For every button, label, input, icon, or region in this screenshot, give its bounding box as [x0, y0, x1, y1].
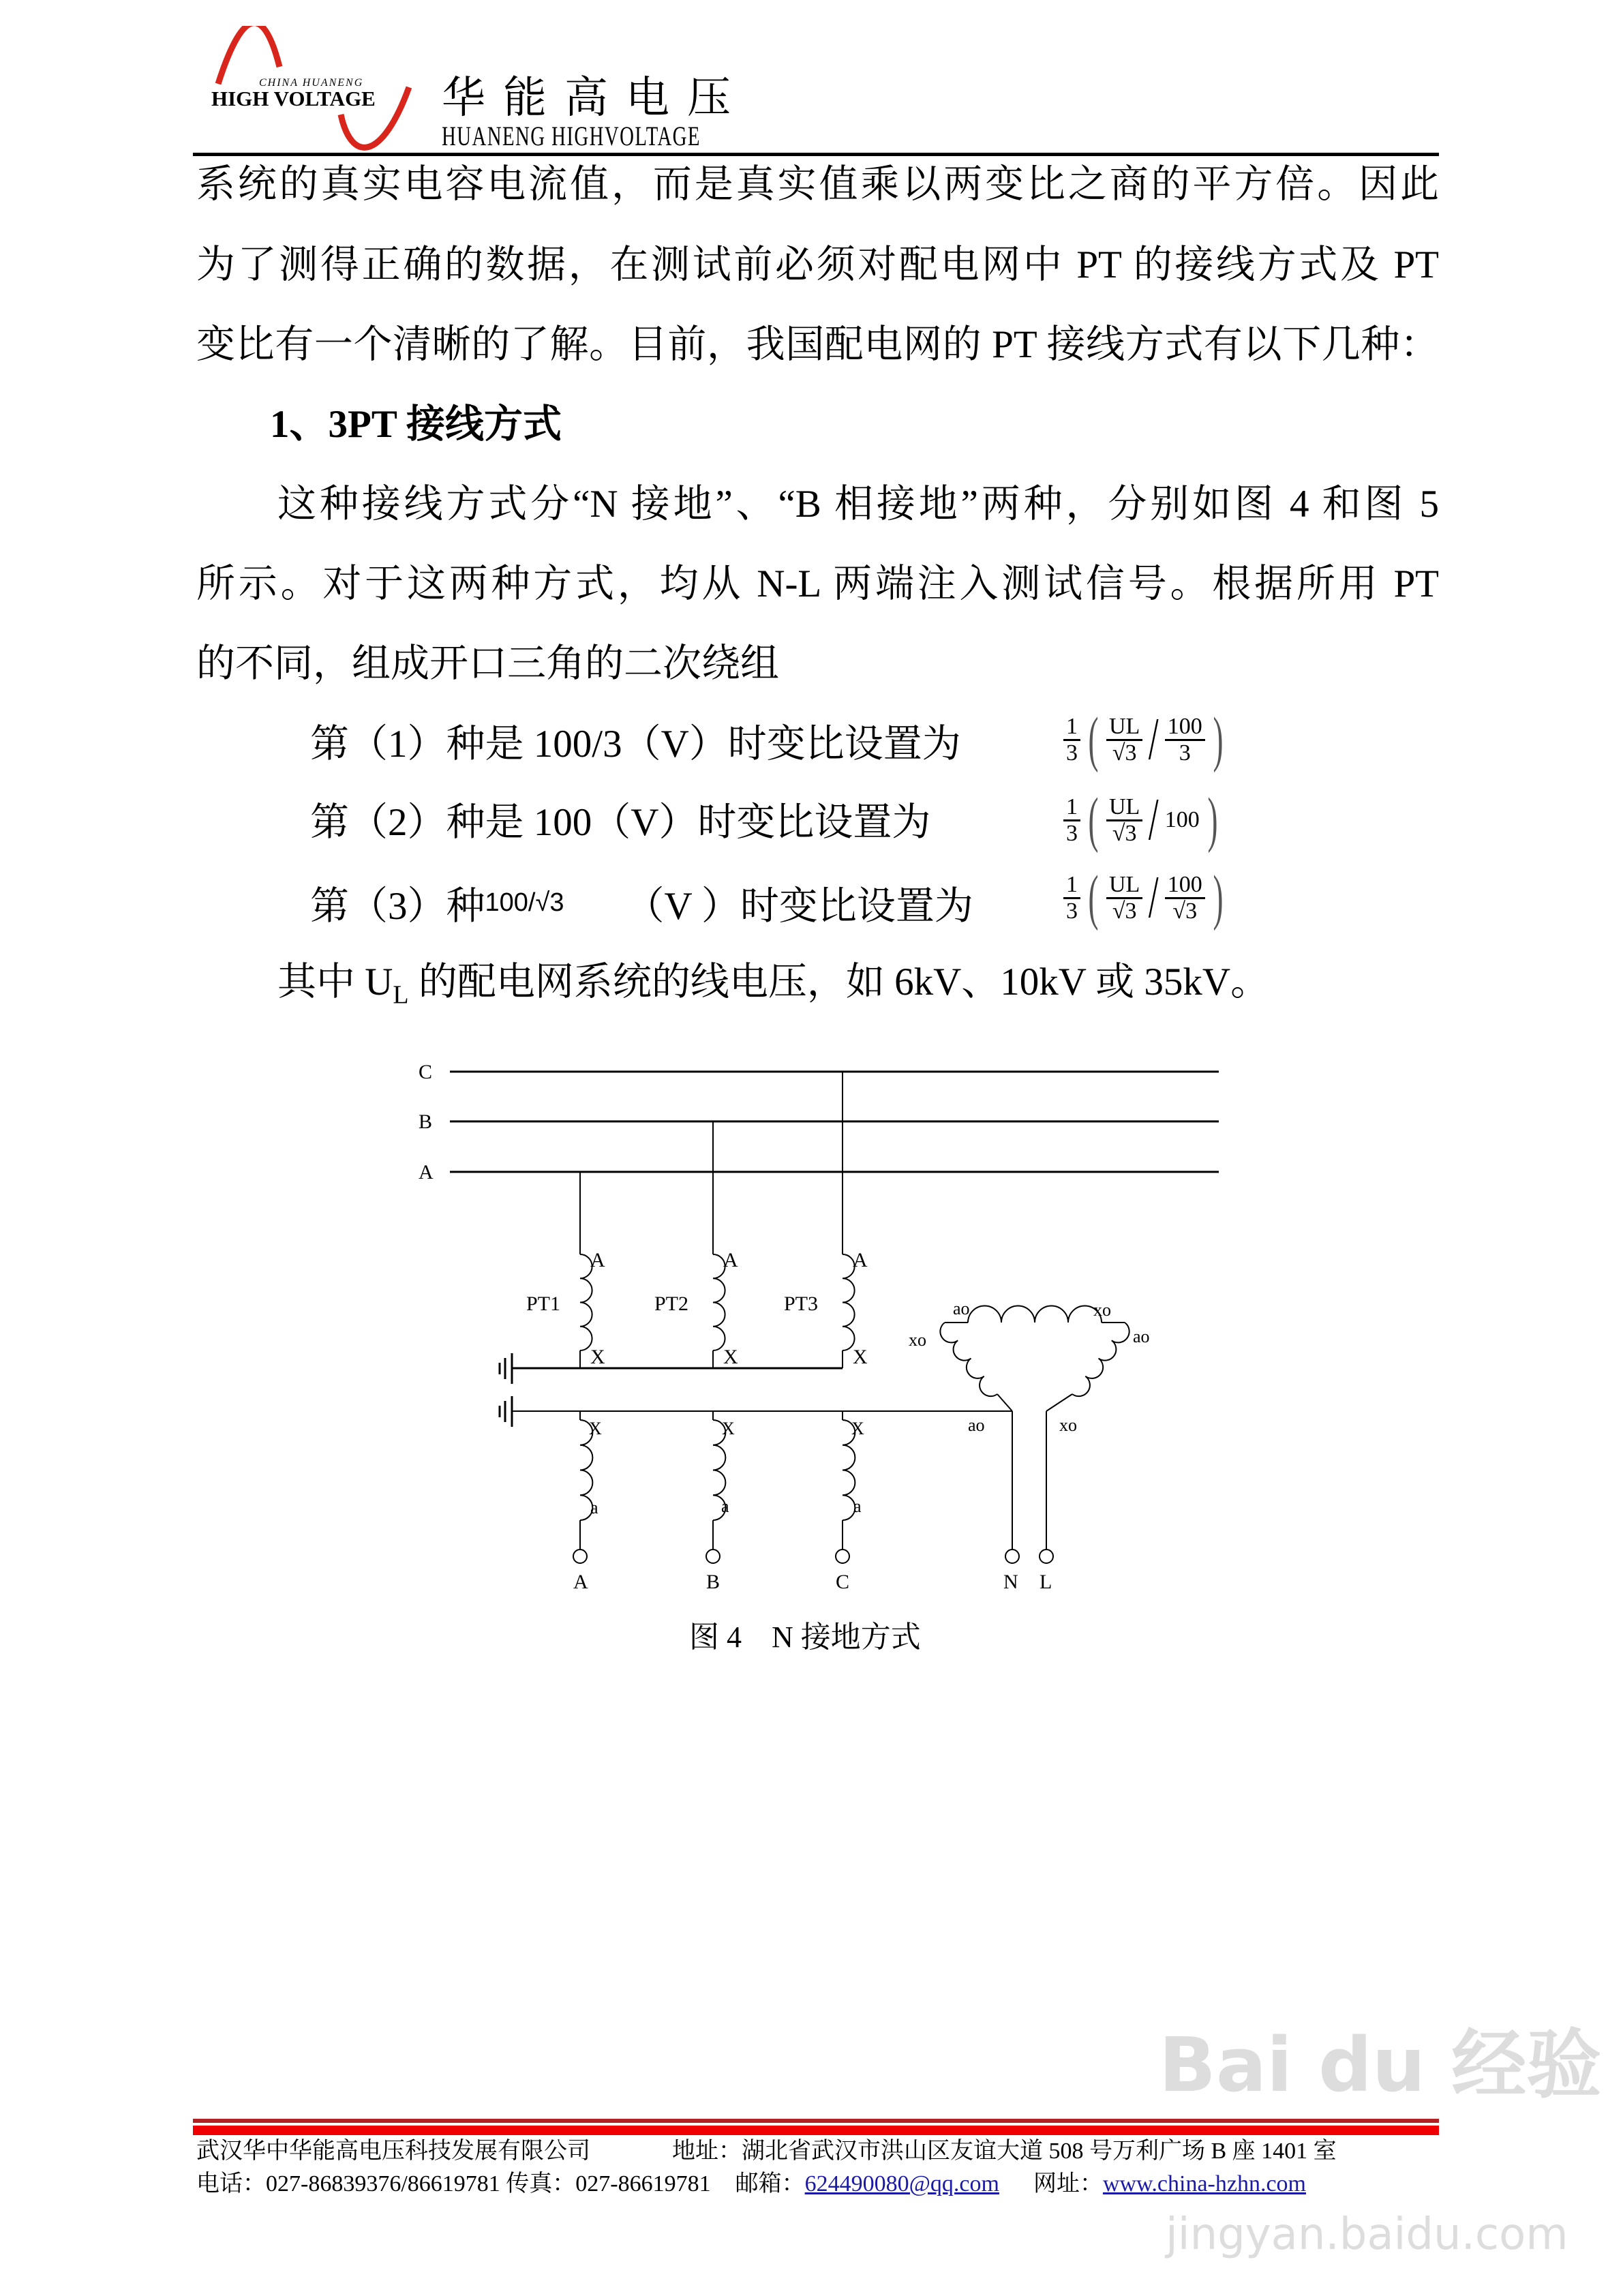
footer-divider-thick [193, 2126, 1439, 2135]
footer-row-2 [196, 2171, 1306, 2198]
terminal-label: N [1003, 1571, 1018, 1593]
formula-case-3: $\frac{1}{3}$ ( $\frac{UL}{√3}$ / $\frac{100}{√3}$ ) [1063, 867, 1228, 928]
pt2-label: PT2 [654, 1293, 689, 1315]
footer-email-label: 邮箱： [735, 2171, 805, 2196]
ground-icon [500, 1396, 512, 1427]
formula-den: √3 [1172, 898, 1198, 924]
section-heading: 1、3PT 接线方式 [270, 403, 562, 446]
pt3-label: PT3 [784, 1293, 819, 1315]
formula-coef-den: 3 [1066, 820, 1078, 846]
bus-label-b: B [419, 1111, 433, 1133]
text-segment: 其中 U [277, 961, 393, 1003]
footer-address: 地址：湖北省武汉市洪山区友谊大道 508 号万利广场 B 座 1401 室 [672, 2139, 1337, 2164]
case-3-suffix: （V ）时变比设置为 [625, 885, 973, 928]
paragraph-line: 这种接线方式分“N 接地”、“B 相接地”两种，分别如图 4 和图 5 [277, 483, 1439, 526]
formula-den: √3 [1112, 898, 1137, 924]
case-3-inline-value: 100/√3 [485, 888, 564, 917]
formula-num: UL [1106, 873, 1142, 899]
winding-label: X [722, 1419, 735, 1438]
winding-label: A [853, 1249, 868, 1271]
winding-label: X [590, 1346, 605, 1368]
winding-label: A [590, 1249, 605, 1271]
terminal-icon [1005, 1550, 1019, 1563]
terminal-icon [1040, 1550, 1053, 1563]
delta-label: xo [909, 1330, 926, 1350]
logo-main-text: HIGH VOLTAGE [211, 87, 376, 110]
formula-den: √3 [1112, 740, 1137, 766]
terminal-label: C [836, 1571, 850, 1593]
text-segment: 的配电网系统的线电压，如 6kV、10kV 或 35kV。 [408, 961, 1270, 1003]
delta-label: xo [1059, 1415, 1077, 1435]
formula-divisor: 100 [1164, 807, 1200, 832]
delta-label: xo [1093, 1300, 1111, 1320]
winding-label: X [851, 1419, 864, 1438]
winding-label: A [723, 1249, 738, 1271]
footer-phone: 电话：027-86839376/86619781 传真：027-86619781 [196, 2171, 711, 2196]
footer-company: 武汉华中华能高电压科技发展有限公司 [196, 2139, 590, 2164]
terminal-icon [706, 1550, 720, 1563]
formula-coef-num: 1 [1063, 873, 1080, 899]
formula-num: UL [1106, 795, 1142, 821]
winding-label: a [853, 1496, 862, 1516]
winding-label: a [721, 1496, 729, 1516]
delta-label: ao [953, 1299, 970, 1318]
winding-label: X [853, 1346, 868, 1368]
footer-web-label: 网址： [1033, 2171, 1103, 2196]
winding-label: a [590, 1498, 598, 1517]
terminal-label: B [706, 1571, 721, 1593]
terminals [573, 1550, 1053, 1563]
footer-web-link[interactable]: www.china-hzhn.com [1102, 2171, 1306, 2196]
formula-num: UL [1106, 714, 1142, 741]
pt1-label: PT1 [526, 1293, 561, 1315]
brand-name-cn: 华能高电压 [442, 73, 748, 123]
terminal-label: L [1040, 1571, 1052, 1593]
figure-caption: 图 4 N 接地方式 [689, 1620, 921, 1654]
winding-label: X [589, 1419, 602, 1438]
paragraph-line: 变比有一个清晰的了解。目前，我国配电网的 PT 接线方式有以下几种： [196, 323, 1439, 366]
formula-case-1: $\frac{1}{3}$ ( $\frac{UL}{√3}$ / $\frac{100}{3}$ ) [1063, 709, 1228, 770]
paragraph-line: 所示。对于这两种方式，均从 N-L 两端注入测试信号。根据所用 PT [196, 562, 1439, 605]
delta-top-coil [968, 1305, 1102, 1323]
formula-coef-num: 1 [1063, 795, 1080, 821]
delta-left-coil [940, 1323, 997, 1396]
terminal-label: A [573, 1571, 588, 1593]
terminal-icon [836, 1550, 849, 1563]
formula-coef-den: 3 [1066, 898, 1078, 924]
formula-den: √3 [1112, 820, 1137, 846]
ground-icon [500, 1353, 512, 1384]
footer-divider-thin [193, 2119, 1439, 2123]
formula-case-2: $\frac{1}{3}$ ( $\frac{UL}{√3}$ / 100 ) [1063, 789, 1223, 851]
case-2-text: 第（2）种是 100（V）时变比设置为 [310, 801, 931, 844]
footer-row-1 [196, 2138, 1337, 2165]
watermark-url: jingyan.baidu.com [1166, 2209, 1568, 2260]
delta-label: ao [1133, 1327, 1150, 1346]
paragraph-line: 系统的真实电容电流值，而是真实值乘以两变比之商的平方倍。因此 [196, 163, 1439, 206]
formula-den: 3 [1179, 740, 1191, 766]
logo-small-text: CHINA HUANENG [259, 77, 364, 89]
bus-label-c: C [419, 1061, 433, 1083]
brand-name-en: HUANENG HIGHVOLTAGE [442, 121, 701, 151]
terminal-icon [573, 1550, 587, 1563]
formula-num: 100 [1165, 714, 1205, 741]
formula-coef-den: 3 [1066, 740, 1078, 766]
formula-num: 100 [1165, 873, 1205, 899]
subscript: L [393, 980, 409, 1010]
case-1-text: 第（1）种是 100/3（V）时变比设置为 [310, 723, 961, 766]
winding-label: X [723, 1346, 738, 1368]
footer-email-link[interactable]: 624490080@qq.com [804, 2171, 999, 2196]
delta-label: ao [968, 1415, 985, 1435]
delta-right-coil [1072, 1323, 1129, 1396]
paragraph-line: 为了测得正确的数据，在测试前必须对配电网中 PT 的接线方式及 PT [196, 243, 1439, 286]
bus-label-a: A [419, 1161, 434, 1183]
case-3-prefix: 第（3）种 [310, 885, 485, 928]
watermark-brand: Bai du 经验 [1159, 2021, 1602, 2109]
paragraph-line: 的不同，组成开口三角的二次绕组 [196, 642, 779, 685]
formula-coef-num: 1 [1063, 714, 1080, 741]
